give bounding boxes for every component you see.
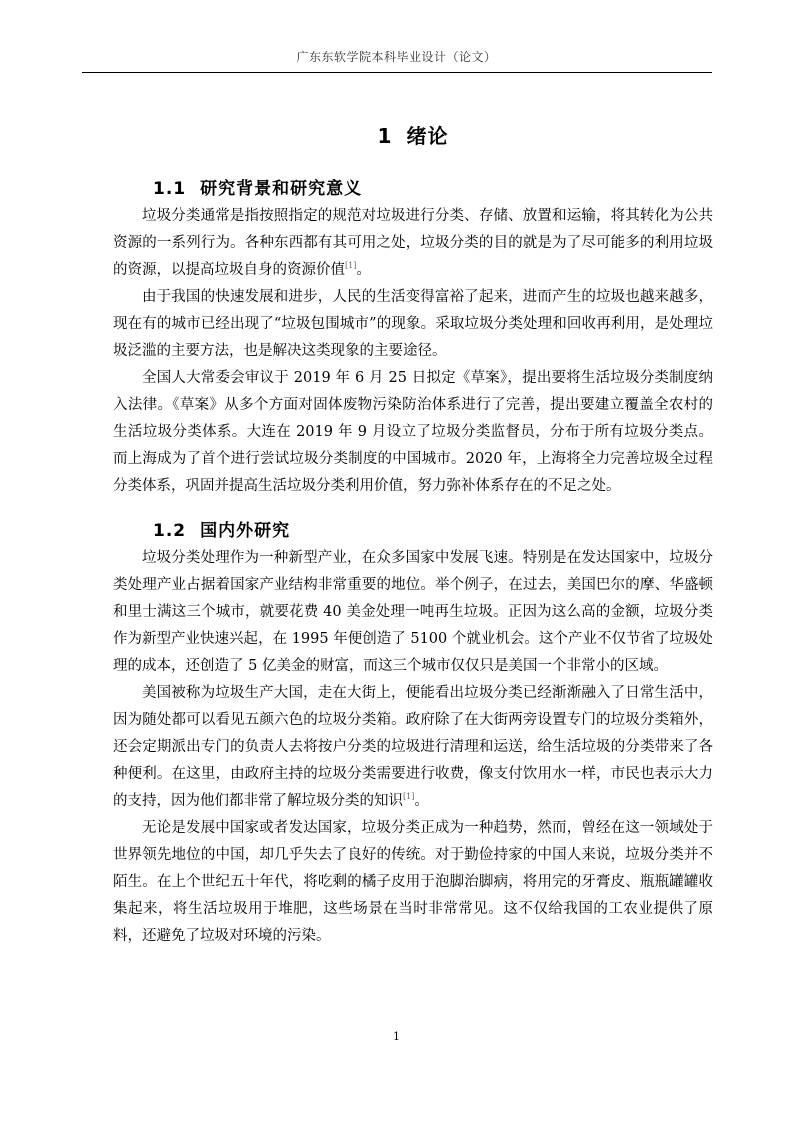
page-number: 1 (393, 1030, 400, 1043)
section-heading-1-1 (153, 174, 713, 199)
document-body (113, 120, 713, 950)
chapter-title-text: 绪论 (406, 124, 449, 148)
running-header: 广东东软学院本科毕业设计（论文） (296, 50, 497, 64)
section-number: 1.1 (153, 179, 187, 199)
paragraph: 美国被称为垃圾生产大国，走在大街上，便能看出垃圾分类已经渐渐融入了日常生活中，因为随处都可以看见五颜六色的垃圾分类箱。政府除了在大街两旁设置专门的垃圾分类箱外，还会定期派出专门的负责人去将按户分类的垃圾进行清理和运送，给生活垃圾的分类带来了各种便利。在这里，由政府主持的垃圾分类需要进行收费，像支付饮用水一样，市民也表示大力的支持，因为他们都非常了解垃圾分类的知识[1]。 (113, 685, 713, 809)
paragraph: 全国人大常委会审议于 2019 年 6 月 25 日拟定《草案》，提出要将生活垃圾分类制度纳入法律。《草案》从多个方面对固体废物污染防治体系进行了完善，提出要建立覆盖全农村的生活垃圾分类体系。大连在 2019 年 9 月设立了垃圾分类监督员，分布于所有垃圾分类点。而上海成为了首个进行尝试垃圾分类制度的中国城市。2020 年，上海将全力完善垃圾全过程分类体系，巩固并提高生活垃圾分类利用价值，努力弥补体系存在的不足之处。 (113, 370, 713, 494)
paragraph: 垃圾分类通常是指按照指定的规范对垃圾进行分类、存储、放置和运输，将其转化为公共资源的一系列行为。各种东西都有其可用之处，垃圾分类的目的就是为了尽可能多的利用垃圾的资源，以提高垃圾自身的资源价值[1]。 (113, 208, 713, 278)
section-number: 1.2 (153, 521, 187, 541)
chapter-title (113, 120, 713, 149)
citation[interactable]: [1] (403, 792, 415, 802)
citation[interactable]: [1] (345, 261, 357, 271)
paragraph: 由于我国的快速发展和进步，人民的生活变得富裕了起来，进而产生的垃圾也越来越多，现在有的城市已经出现了“垃圾包围城市”的现象。采取垃圾分类处理和回收再利用，是处理垃圾泛滥的主要方法，也是解决这类现象的主要途径。 (113, 289, 713, 359)
section-heading-1-2 (153, 516, 713, 541)
paragraph: 无论是发展中国家或者发达国家，垃圾分类正成为一种趋势，然而，曾经在这一领域处于世界领先地位的中国，却几乎失去了良好的传统。对于勤俭持家的中国人来说，垃圾分类并不陌生。在上个世纪五十年代，将吃剩的橘子皮用于泡脚治脚病，将用完的牙膏皮、瓶瓶罐罐收集起来，将生活垃圾用于堆肥，这些场景在当时非常常见。这不仅给我国的工农业提供了原料，还避免了垃圾对环境的污染。 (113, 820, 713, 944)
section-title: 国内外研究 (200, 521, 291, 541)
chapter-number: 1 (377, 124, 393, 148)
section-title: 研究背景和研究意义 (200, 179, 363, 199)
paragraph: 垃圾分类处理作为一种新型产业，在众多国家中发展飞速。特别是在发达国家中，垃圾分类处理产业占据着国家产业结构非常重要的地位。举个例子，在过去，美国巴尔的摩、华盛顿和里士满这三个城市，就要花费 40 美金处理一吨再生垃圾。正因为这么高的金额，垃圾分类作为新型产业快速兴起，在 1995 年便创造了 5100 个就业机会。这个产业不仅节省了垃圾处理的成本，还创造了 5 亿美金的财富，而这三个城市仅仅只是美国一个非常小的区域。 (113, 550, 713, 674)
header-divider (82, 72, 712, 73)
